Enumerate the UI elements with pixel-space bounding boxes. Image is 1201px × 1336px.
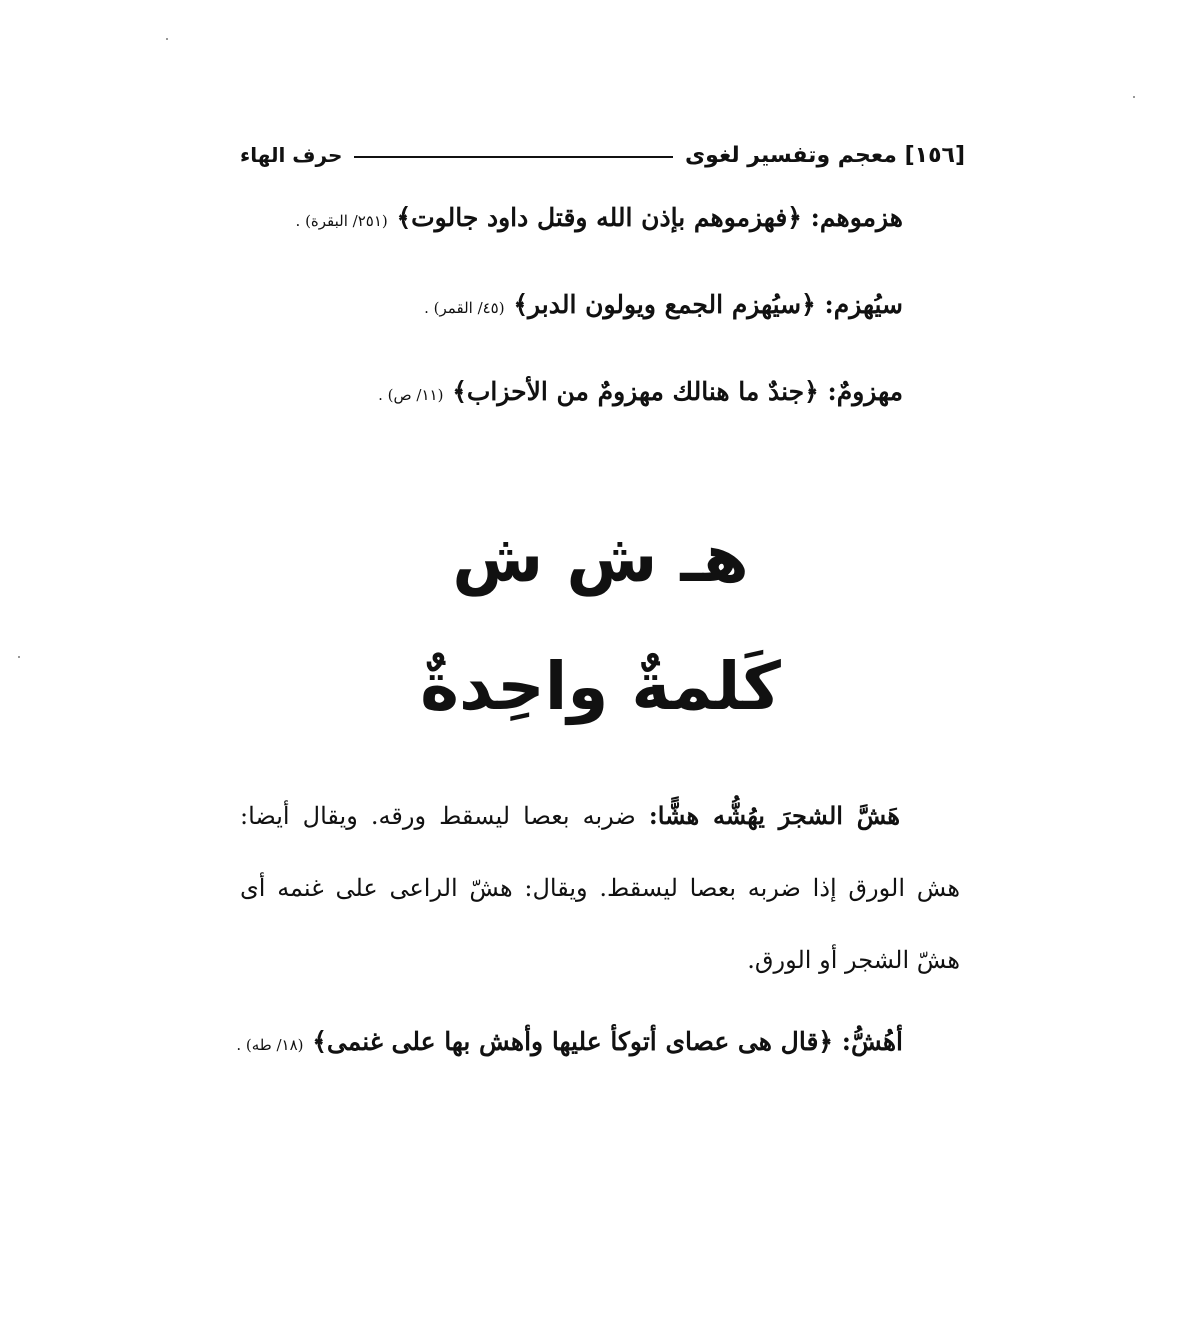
entry-verse: ﴿سيُهزم الجمع ويولون الدبر﴾ bbox=[513, 290, 816, 319]
scan-speck bbox=[1133, 96, 1135, 98]
entry-verse: ﴿جندٌ ما هنالك مهزومٌ من الأحزاب﴾ bbox=[452, 377, 819, 406]
definition-paragraph bbox=[240, 780, 960, 996]
entry-line bbox=[236, 1027, 903, 1056]
entry-citation: (٢٥١/ البقرة) . bbox=[295, 212, 388, 230]
root-subtitle: كَلمةٌ واحِدةٌ bbox=[420, 648, 781, 725]
entry-line bbox=[296, 203, 903, 232]
entry-citation: (١١/ ص) . bbox=[378, 386, 444, 404]
entry-citation: (٤٥/ القمر) . bbox=[424, 299, 505, 317]
header-rule bbox=[354, 156, 673, 158]
root-heading: هـ ش ش bbox=[452, 520, 749, 597]
entry-word: أهُشُّ: bbox=[841, 1027, 903, 1056]
entry-line bbox=[378, 377, 903, 406]
entry-citation: (١٨/ طه) . bbox=[236, 1036, 304, 1054]
entry-verse: ﴿فهزموهم بإذن الله وقتل داود جالوت﴾ bbox=[396, 203, 802, 232]
header-page-title: [١٥٦] معجم وتفسير لغوى bbox=[685, 142, 965, 168]
entry-line bbox=[424, 290, 903, 319]
entry-word: مهزومٌ: bbox=[827, 377, 903, 406]
entry-word: هزموهم: bbox=[810, 203, 903, 232]
definition-lead: هَشَّ الشجرَ يهُشُّه هشًّا: bbox=[648, 801, 901, 830]
scan-speck bbox=[166, 38, 168, 40]
entry-word: سيُهزم: bbox=[824, 290, 903, 319]
entry-verse: ﴿قال هى عصاى أتوكأ عليها وأهش بها على غنمى﴾ bbox=[312, 1027, 834, 1056]
definition-text: ضربه بعصا ليسقط ورقه. ويقال أيضا: هش الورق إذا ضربه بعصا ليسقط. ويقال: هشّ الراعى على غنمه أى هشّ الشجر أو الورق. bbox=[240, 802, 960, 974]
header-chapter: حرف الهاء bbox=[240, 143, 343, 167]
running-header bbox=[240, 138, 965, 172]
